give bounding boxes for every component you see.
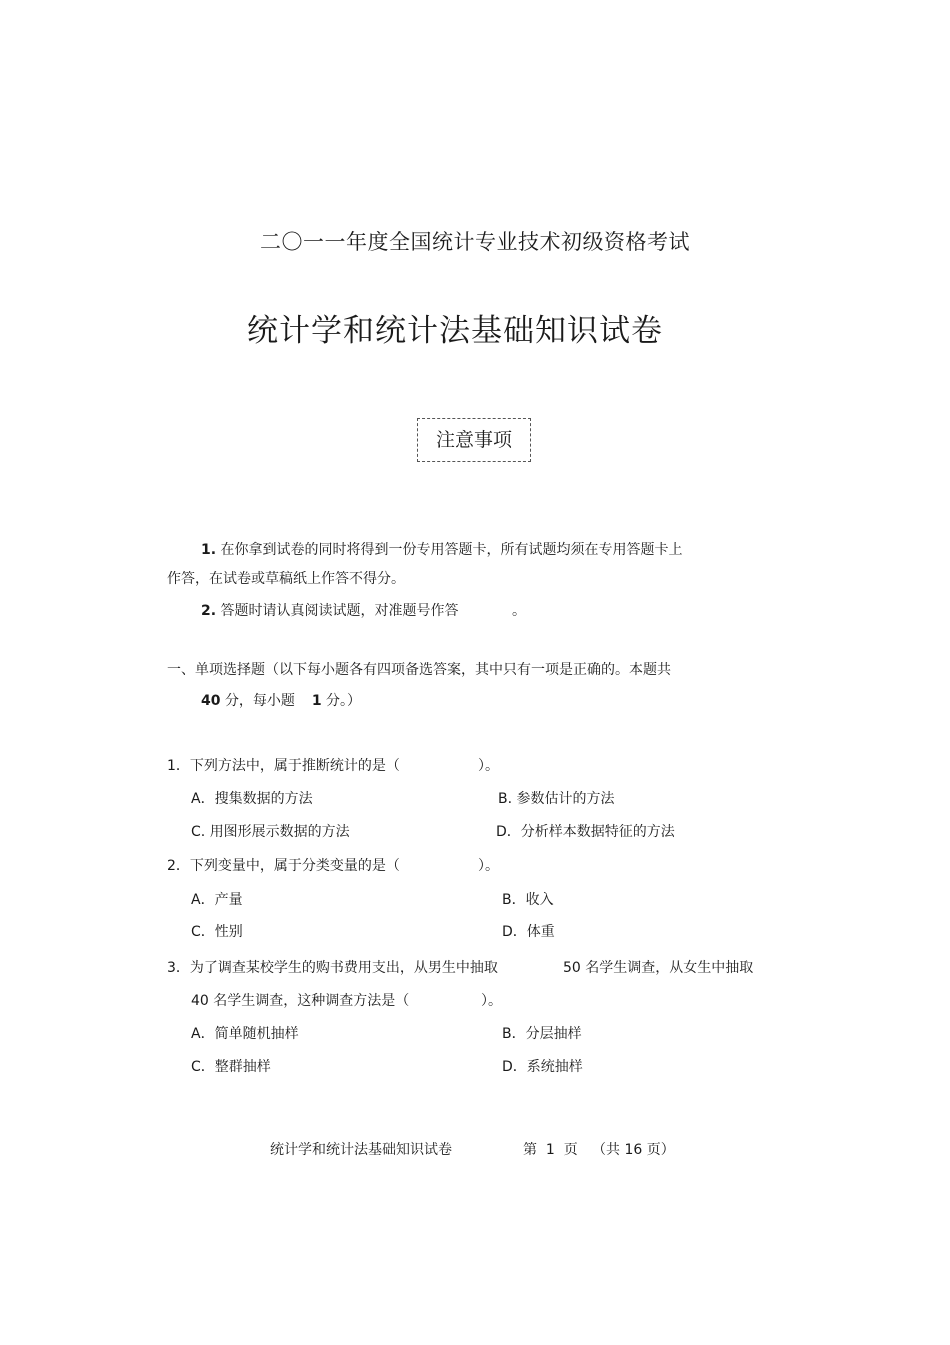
question-1-stem bbox=[167, 755, 400, 775]
option-label: A． bbox=[191, 1026, 215, 1042]
notice-2-end: 。 bbox=[512, 603, 526, 619]
option-text: 搜集数据的方法 bbox=[214, 791, 313, 807]
question-2-option-c bbox=[191, 921, 243, 941]
question-3-option-d bbox=[502, 1056, 583, 1076]
question-3-option-a bbox=[191, 1023, 299, 1043]
question-1-option-d bbox=[496, 821, 675, 841]
question-2-stem bbox=[167, 855, 400, 875]
option-text: 体重 bbox=[526, 924, 555, 940]
exam-title: 统计学和统计法基础知识试卷 bbox=[247, 313, 663, 349]
section-total-score: 40 bbox=[201, 693, 221, 709]
question-1-option-b bbox=[498, 788, 615, 808]
section-scoring bbox=[201, 690, 361, 710]
section-end-text: 分。） bbox=[326, 693, 362, 709]
option-text: 分析样本数据特征的方法 bbox=[520, 824, 675, 840]
option-text: 收入 bbox=[525, 892, 554, 908]
question-2-stem-end: ）。 bbox=[478, 858, 499, 874]
question-2-option-d bbox=[502, 921, 555, 941]
section-mid-text: 分，每小题 bbox=[224, 693, 295, 709]
question-3-text: 为了调查某校学生的购书费用支出，从男生中抽取 bbox=[189, 960, 498, 976]
question-3-option-b bbox=[502, 1023, 582, 1043]
question-1-text: 下列方法中，属于推断统计的是（ bbox=[189, 758, 400, 774]
option-text: 简单随机抽样 bbox=[214, 1026, 299, 1042]
question-2-number: 2． bbox=[167, 858, 190, 874]
question-3-stem-line2: 40 名学生调查，这种调查方法是（ bbox=[191, 993, 410, 1009]
option-text: 整群抽样 bbox=[214, 1059, 271, 1075]
option-label: A． bbox=[191, 791, 215, 807]
notice-1-number: 1. bbox=[201, 542, 217, 558]
notice-2-number: 2. bbox=[201, 603, 217, 619]
option-label: D． bbox=[502, 924, 527, 940]
question-3-stem bbox=[167, 957, 498, 977]
option-label: D． bbox=[496, 824, 521, 840]
option-label: B． bbox=[502, 892, 526, 908]
section-each-score: 1 bbox=[311, 693, 322, 709]
question-1-stem-end: ）。 bbox=[478, 758, 499, 774]
notice-1-line2: 作答，在试卷或草稿纸上作答不得分。 bbox=[167, 571, 405, 587]
notice-1 bbox=[201, 539, 683, 559]
option-text: 系统抽样 bbox=[526, 1059, 583, 1075]
option-label: C. bbox=[191, 824, 206, 840]
notice-2-line1: 答题时请认真阅读试题，对准题号作答 bbox=[220, 603, 459, 619]
notice-1-line1: 在你拿到试卷的同时将得到一份专用答题卡，所有试题均须在专用答题卡上 bbox=[220, 542, 683, 558]
option-label: B． bbox=[502, 1026, 526, 1042]
notice-heading: 注意事项 bbox=[435, 429, 512, 451]
option-text: 分层抽样 bbox=[525, 1026, 582, 1042]
option-label: C． bbox=[191, 1059, 215, 1075]
exam-subtitle: 二〇一一年度全国统计专业技术初级资格考试 bbox=[260, 230, 690, 254]
option-text: 产量 bbox=[214, 892, 243, 908]
question-2-text: 下列变量中，属于分类变量的是（ bbox=[189, 858, 400, 874]
footer-total-pages: （共 16 页） bbox=[592, 1142, 675, 1158]
footer-page-number: 第 1 页 bbox=[523, 1142, 578, 1158]
question-2-option-b bbox=[502, 889, 554, 909]
question-1-option-c bbox=[191, 821, 350, 841]
option-text: 用图形展示数据的方法 bbox=[209, 824, 350, 840]
notice-heading-box bbox=[417, 418, 531, 462]
question-1-option-a bbox=[191, 788, 313, 808]
option-text: 性别 bbox=[214, 924, 243, 940]
question-3-stem-end: ）。 bbox=[481, 993, 502, 1009]
option-text: 参数估计的方法 bbox=[516, 791, 615, 807]
question-3-number: 3． bbox=[167, 960, 190, 976]
question-1-number: 1． bbox=[167, 758, 190, 774]
option-label: A． bbox=[191, 892, 215, 908]
section-heading: 一、单项选择题（以下每小题各有四项备选答案，其中只有一项是正确的。本题共 bbox=[167, 662, 671, 678]
question-2-option-a bbox=[191, 889, 243, 909]
question-3-stem-b: 50 名学生调查，从女生中抽取 bbox=[563, 960, 754, 976]
question-3-option-c bbox=[191, 1056, 271, 1076]
option-label: B. bbox=[498, 791, 513, 807]
option-label: D． bbox=[502, 1059, 527, 1075]
notice-2 bbox=[201, 600, 459, 620]
option-label: C． bbox=[191, 924, 215, 940]
footer-doc-title: 统计学和统计法基础知识试卷 bbox=[270, 1142, 452, 1158]
